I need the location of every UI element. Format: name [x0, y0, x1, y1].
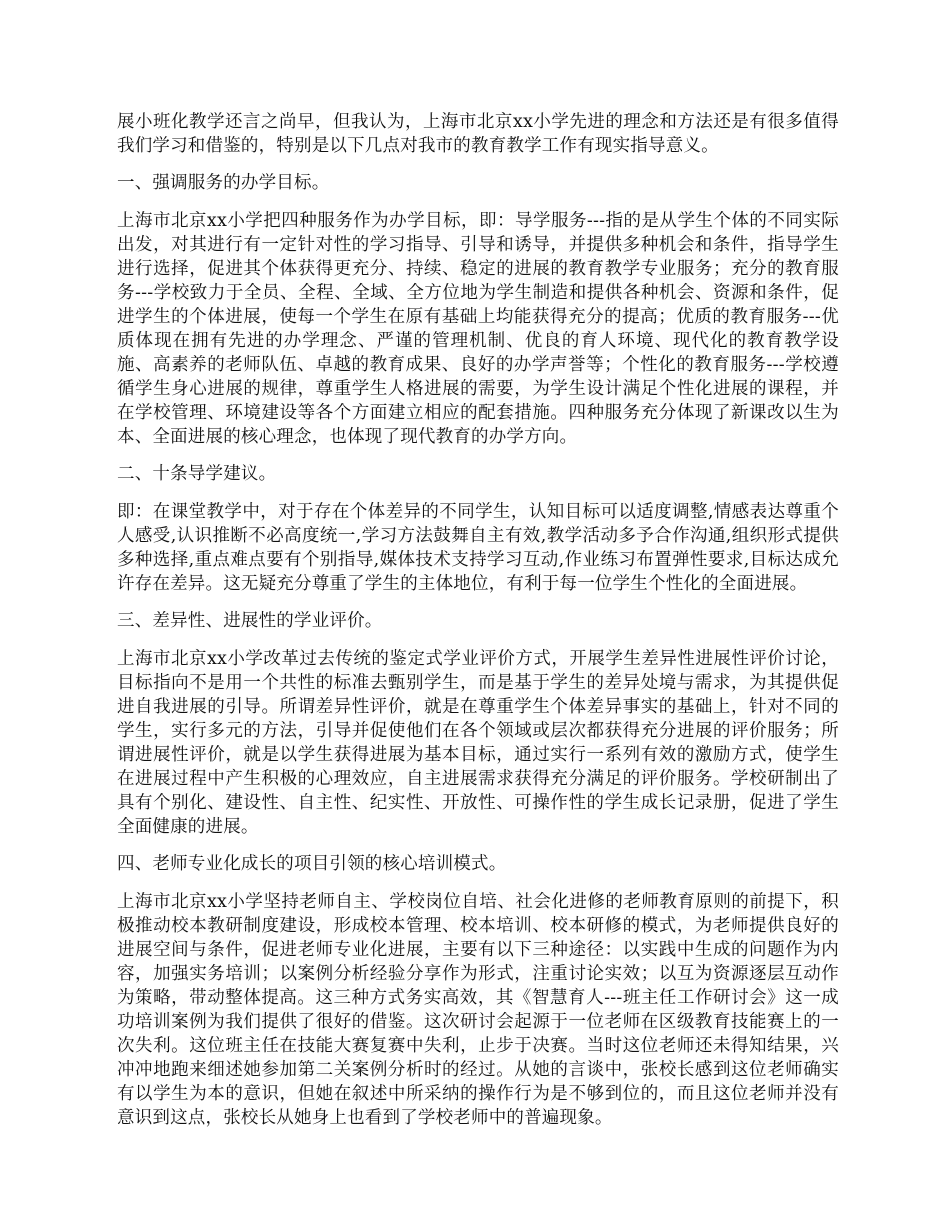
section-4-paragraph: 上海市北京xx小学坚持老师自主、学校岗位自培、社会化进修的老师教育原则的前提下，积极推动校本教研制度建设，形成校本管理、校本培训、校本研修的模式，为老师提供良好的进展空间与条件，促进老师专业化进展，主要有以下三种途径：以实践中生成的问题作为内容，加强实务培训；以案例分析经验分享作为形式，注重讨论实效；以互为资源逐层互动作为策略，带动整体提高。这三种方式务实高效，其《智慧育人---班主任工作研讨会》这一成功培训案例为我们提供了很好的借鉴。这次研讨会起源于一位老师在区级教育技能赛上的一次失利。这位班主任在技能大赛复赛中失利，止步于决赛。当时这位老师还未得知结果，兴冲冲地跑来细述她参加第二关案例分析时的经过。从她的言谈中，张校长感到这位老师确实有以学生为本的意识，但她在叙述中所采纳的操作行为是不够到位的，而且这位老师并没有意识到这点，张校长从她身上也看到了学校老师中的普遍现象。: [117, 892, 839, 1128]
section-heading-1: 一、强调服务的办学目标。: [117, 173, 330, 193]
section-2-paragraph: 即：在课堂教学中，对于存在个体差异的不同学生，认知目标可以适度调整,情感表达尊重个人感受,认识推断不必高度统一,学习方法鼓舞自主有效,教学活动多予合作沟通,组织形式提供多种选择,重点难点要有个别指导,媒体技术支持学习互动,作业练习布置弹性要求,目标达成允许存在差异。这无疑充分尊重了学生的主体地位，有利于每一位学生个性化的全面进展。: [117, 502, 839, 594]
intro-paragraph: 展小班化教学还言之尚早，但我认为，上海市北京xx小学先进的理念和方法还是有很多值得我们学习和借鉴的，特别是以下几点对我市的教育教学工作有现实指导意义。: [117, 112, 839, 156]
section-heading-2: 二、十条导学建议。: [117, 464, 277, 484]
section-heading-4: 四、老师专业化成长的项目引领的核心培训模式。: [117, 854, 507, 874]
section-3-paragraph: 上海市北京xx小学改革过去传统的鉴定式学业评价方式，开展学生差异性进展性评价讨论，目标指向不是用一个共性的标准去甄别学生，而是基于学生的差异处境与需求，为其提供促进自我进展的引导。所谓差异性评价，就是在尊重学生个体差异事实的基础上，针对不同的学生，实行多元的方法，引导并促使他们在各个领域或层次都获得充分进展的评价服务；所谓进展性评价，就是以学生获得进展为基本目标，通过实行一系列有效的激励方式，使学生在进展过程中产生积极的心理效应，自主进展需求获得充分满足的评价服务。学校研制出了具有个别化、建设性、自主性、纪实性、开放性、可操作性的学生成长记录册，促进了学生全面健康的进展。: [117, 649, 839, 837]
document-body: [117, 110, 839, 1143]
section-heading-3: 三、差异性、进展性的学业评价。: [117, 611, 383, 631]
section-1-paragraph: 上海市北京xx小学把四种服务作为办学目标，即：导学服务---指的是从学生个体的不同实际出发，对其进行有一定针对性的学习指导、引导和诱导，并提供多种机会和条件，指导学生进行选择，促进其个体获得更充分、持续、稳定的进展的教育教学专业服务；充分的教育服务---学校致力于全员、全程、全域、全方位地为学生制造和提供各种机会、资源和条件，促进学生的个体进展，使每一个学生在原有基础上均能获得充分的提高；优质的教育服务---优质体现在拥有先进的办学理念、严谨的管理机制、优良的育人环境、现代化的教育教学设施、高素养的老师队伍、卓越的教育成果、良好的办学声誉等；个性化的教育服务---学校遵循学生身心进展的规律，尊重学生人格进展的需要，为学生设计满足个性化进展的课程，并在学校管理、环境建设等各个方面建立相应的配套措施。四种服务充分体现了新课改以生为本、全面进展的核心理念，也体现了现代教育的办学方向。: [117, 211, 839, 447]
